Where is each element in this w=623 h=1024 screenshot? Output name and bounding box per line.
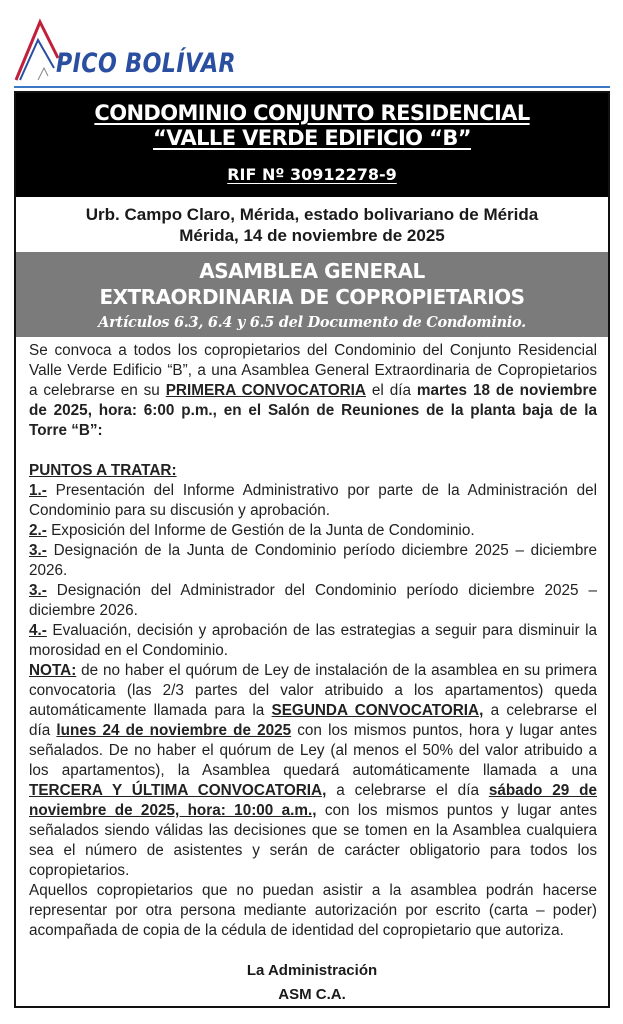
gap bbox=[29, 441, 597, 461]
emphasis-text: 4.- bbox=[29, 622, 47, 639]
date-line: Mérida, 14 de noviembre de 2025 bbox=[179, 226, 445, 245]
signature-block bbox=[16, 959, 608, 1007]
emphasis-text: NOTA: bbox=[29, 662, 77, 679]
address-block bbox=[16, 197, 608, 252]
emphasis-text: 1.- bbox=[29, 482, 47, 499]
rif-number: RIF Nº 30912278-9 bbox=[227, 165, 397, 184]
body-text: Aquellos copropietarios que no puedan asistir a la asamblea podrán hacerse representar por otra persona mediante autorización por escrito (carta – poder) acompañada de copia de la cédula de identidad del copropietario que autoriza. bbox=[29, 882, 597, 939]
condominium-title-line1: CONDOMINIO CONJUNTO RESIDENCIAL bbox=[94, 101, 530, 125]
header-block bbox=[16, 93, 608, 197]
emphasis-text: TERCERA Y ÚLTIMA CONVOCATORIA, bbox=[29, 782, 327, 799]
assembly-title-line2: EXTRAORDINARIA DE COPROPIETARIOS bbox=[99, 285, 525, 309]
condominium-title-line2: “VALLE VERDE EDIFICIO “B” bbox=[153, 126, 471, 150]
emphasis-text: 3.- bbox=[29, 582, 47, 599]
agenda-item bbox=[29, 481, 597, 521]
signature-line1: La Administración bbox=[246, 962, 378, 979]
notice-box bbox=[14, 91, 610, 1008]
header-divider bbox=[14, 86, 610, 88]
body-text: de no haber el quórum de Ley de instalación de la asamblea en su primera convocatoria (las 2/3 partes del valor atribuido a los apartamentos) queda automáticamente llamada para la bbox=[29, 662, 597, 719]
emphasis-text: 3.- bbox=[29, 542, 47, 559]
emphasis-text: lunes 24 de noviembre de 2025 bbox=[56, 722, 292, 739]
assembly-title-line1: ASAMBLEA GENERAL bbox=[199, 259, 425, 283]
agenda-item bbox=[29, 621, 597, 661]
emphasis-text: sábado 29 de noviembre de 2025, hora: 10:00 a.m., bbox=[29, 782, 598, 819]
body-text: Designación del Administrador del Condominio período diciembre 2025 –diciembre 2026. bbox=[29, 582, 597, 619]
body-text: con los mismos puntos, hora y lugar antes señalados. De no haber el quórum de Ley (al menos el 50% del valor atribuido a los apartamentos), la Asamblea quedará automáticamente llamada a una bbox=[29, 722, 597, 779]
body-text: Designación de la Junta de Condominio período diciembre 2025 – diciembre 2026. bbox=[29, 542, 597, 579]
proxy-paragraph bbox=[29, 881, 597, 941]
pico-bolivar-logo bbox=[14, 18, 237, 82]
address-line: Urb. Campo Claro, Mérida, estado bolivariano de Mérida bbox=[85, 205, 539, 224]
body-text: Se convoca a todos los copropietarios del Condominio del Conjunto Residencial Valle Verde Edificio “B”, a una Asamblea General Extraordinaria de Copropietarios a celebrarse en su bbox=[29, 342, 597, 399]
logo-text: PICO BOLÍVAR bbox=[56, 48, 237, 79]
emphasis-text: PRIMERA CONVOCATORIA bbox=[165, 382, 366, 399]
agenda-heading bbox=[29, 461, 597, 481]
emphasis-text: PUNTOS A TRATAR: bbox=[29, 462, 177, 479]
convocation-paragraph bbox=[29, 341, 597, 441]
body-text: Presentación del Informe Administrativo por parte de la Administración del Condominio para su discusión y aprobación. bbox=[29, 482, 597, 519]
body-text: Evaluación, decisión y aprobación de las estrategias a seguir para disminuir la morosidad en el Condominio. bbox=[29, 622, 597, 659]
body-text: a celebrarse el día bbox=[326, 782, 489, 799]
emphasis-text: SEGUNDA CONVOCATORIA, bbox=[271, 702, 484, 719]
body-text: a celebrarse el día bbox=[29, 702, 597, 739]
agenda-item bbox=[29, 541, 597, 581]
body-text: Exposición del Informe de Gestión de la Junta de Condominio. bbox=[46, 522, 475, 539]
emphasis-text: martes 18 de noviembre de 2025, hora: 6:00 p.m., en el Salón de Reuniones de la planta baja de la Torre “B”: bbox=[29, 382, 597, 439]
agenda-item bbox=[29, 521, 597, 541]
note-paragraph bbox=[29, 661, 597, 881]
body-text: con los mismos puntos y lugar antes señalados siendo válidas las decisiones que se tomen en la Asamblea cualquiera sea el número de asistentes y serán de carácter obligatorio para todos los copropietarios. bbox=[29, 802, 597, 879]
agenda-item bbox=[29, 581, 597, 621]
emphasis-text: 2.- bbox=[29, 522, 47, 539]
assembly-title-band bbox=[16, 252, 608, 337]
body-text: el día bbox=[365, 382, 417, 399]
signature-line2: ASM C.A. bbox=[278, 986, 346, 1003]
notice-body bbox=[16, 337, 608, 941]
articles-subtitle: Artículos 6.3, 6.4 y 6.5 del Documento de Condominio. bbox=[98, 314, 526, 331]
